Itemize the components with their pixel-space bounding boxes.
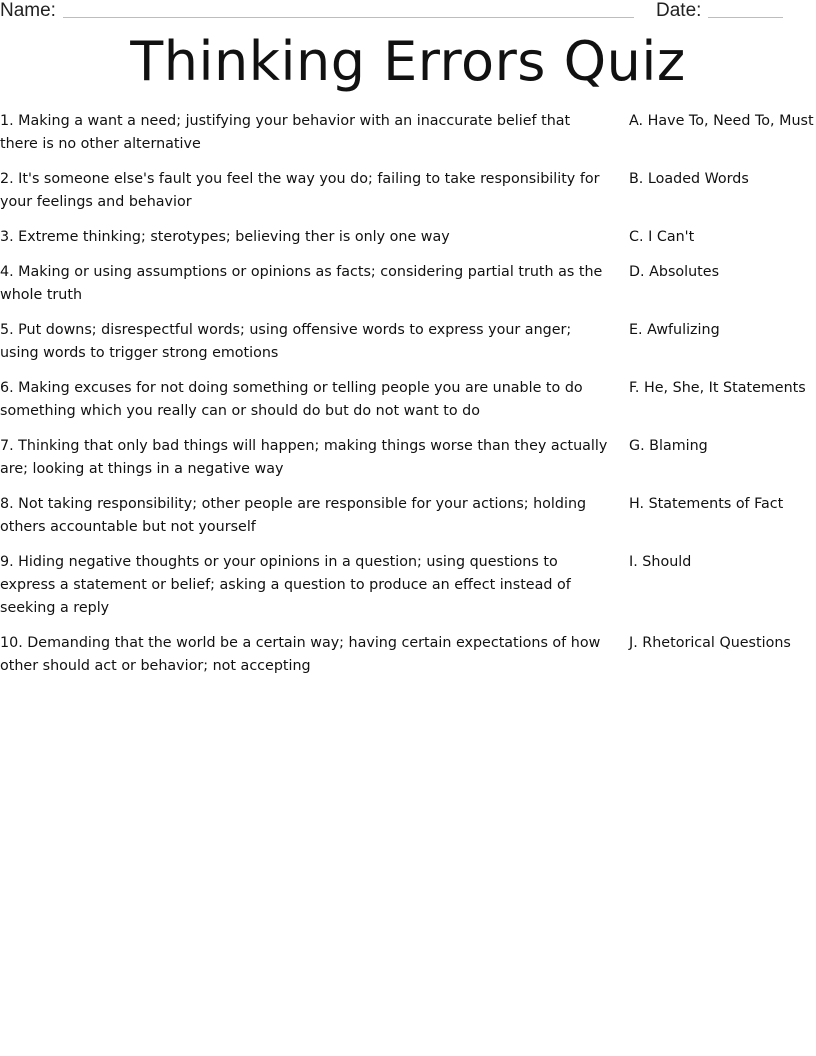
quiz-row: [0, 377, 816, 423]
quiz-rows: [0, 110, 816, 690]
clue-text: 9. Hiding negative thoughts or your opinions in a question; using questions to express a statement or belief; asking a question to produce an effect instead of seeking a reply: [0, 554, 571, 616]
clue-text: 5. Put downs; disrespectful words; using offensive words to express your anger; using words to trigger strong emotions: [0, 322, 572, 361]
quiz-row: [0, 110, 816, 156]
quiz-row: [0, 261, 816, 307]
answer-option: I. Should: [629, 554, 692, 570]
name-label: Name:: [0, 0, 56, 21]
clue-text: 3. Extreme thinking; sterotypes; believing ther is only one way: [0, 229, 450, 245]
quiz-row: [0, 168, 816, 214]
clue-text: 4. Making or using assumptions or opinions as facts; considering partial truth as the whole truth: [0, 264, 603, 303]
date-label: Date:: [656, 0, 702, 21]
answer-option: F. He, She, It Statements: [629, 380, 806, 396]
page-title: Thinking Errors Quiz: [130, 30, 686, 93]
quiz-row: [0, 632, 816, 678]
clue-text: 7. Thinking that only bad things will happen; making things worse than they actually are; looking at things in a negative way: [0, 438, 608, 477]
header-row: [0, 0, 816, 24]
name-blank-line[interactable]: [63, 17, 634, 18]
answer-option: B. Loaded Words: [629, 171, 749, 187]
answer-option: C. I Can't: [629, 229, 695, 245]
answer-option: J. Rhetorical Questions: [629, 635, 791, 651]
clue-text: 8. Not taking responsibility; other people are responsible for your actions; holding others accountable but not yourself: [0, 496, 587, 535]
clue-text: 2. It's someone else's fault you feel the way you do; failing to take responsibility for your feelings and behavior: [0, 171, 600, 210]
answer-option: E. Awfulizing: [629, 322, 720, 338]
date-blank-line[interactable]: [708, 17, 783, 18]
quiz-row: [0, 435, 816, 481]
answer-option: A. Have To, Need To, Must: [629, 113, 814, 129]
answer-option: H. Statements of Fact: [629, 496, 784, 512]
answer-option: G. Blaming: [629, 438, 708, 454]
clue-text: 10. Demanding that the world be a certain way; having certain expectations of how other should act or behavior; not accepting: [0, 635, 601, 674]
answer-option: D. Absolutes: [629, 264, 720, 280]
quiz-row: [0, 226, 816, 249]
quiz-row: [0, 551, 816, 620]
clue-text: 6. Making excuses for not doing something or telling people you are unable to do something which you really can or should do but do not want to do: [0, 380, 583, 419]
clue-text: 1. Making a want a need; justifying your behavior with an inaccurate belief that there is no other alternative: [0, 113, 571, 152]
quiz-row: [0, 319, 816, 365]
quiz-row: [0, 493, 816, 539]
